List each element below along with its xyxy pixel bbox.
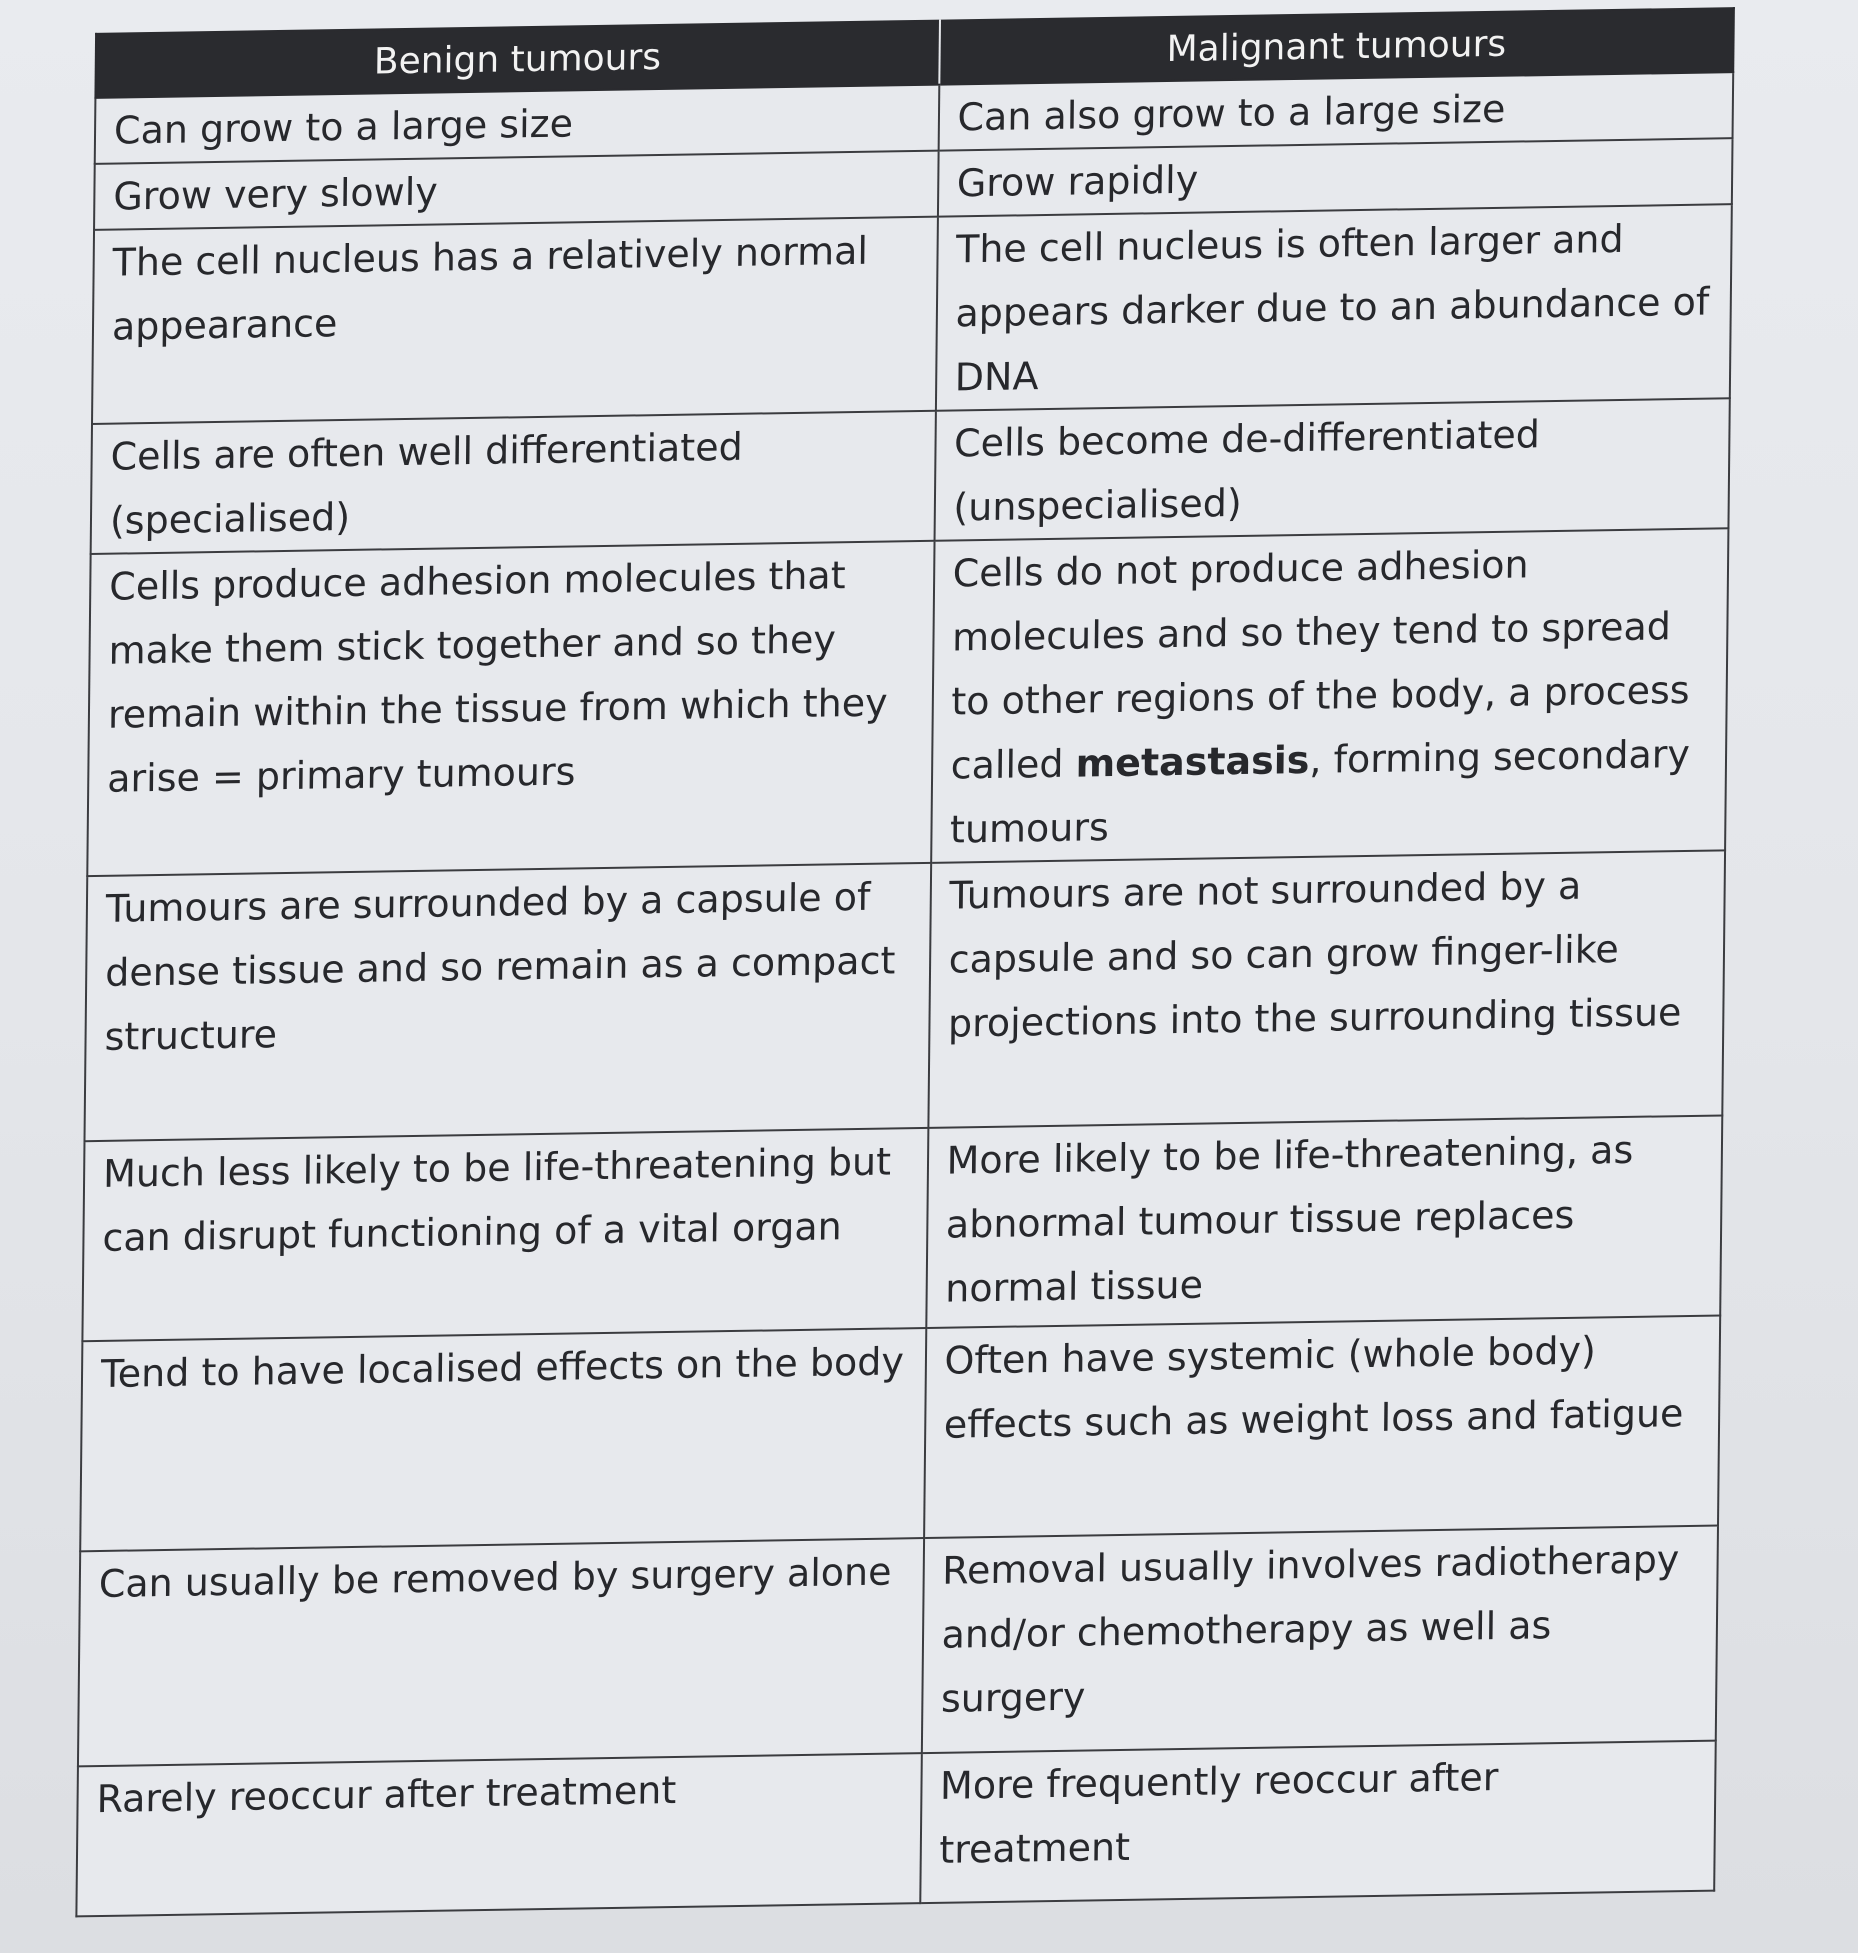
malignant-cell: The cell nucleus is often larger and appears darker due to an abundance of DNA [935, 204, 1731, 411]
tumour-comparison-table-wrapper [75, 7, 1735, 1917]
metastasis-term: metastasis [1075, 737, 1310, 786]
malignant-cell: More frequently reoccur after treatment [920, 1741, 1716, 1904]
table-row [76, 1741, 1715, 1917]
benign-cell: Tend to have localised effects on the body [80, 1328, 926, 1551]
malignant-cell: Can also grow to a large size [938, 72, 1733, 150]
table-row [80, 1316, 1720, 1552]
table-row [82, 1115, 1722, 1341]
malignant-cell: Grow rapidly [937, 138, 1732, 216]
table-row [92, 204, 1732, 424]
benign-cell: Rarely reoccur after treatment [76, 1753, 921, 1916]
malignant-cell: More likely to be life-threatening, as abnormal tumour tissue replaces normal tissue [926, 1115, 1722, 1328]
table-row [87, 528, 1728, 876]
benign-cell: Cells are often well differentiated (specialised) [91, 411, 936, 554]
malignant-text-before: Cells do not produce adhesion molecules and so they tend to spread to other regions of the body, a process called [950, 542, 1690, 788]
benign-cell: Grow very slowly [94, 151, 938, 230]
table-row [91, 398, 1730, 554]
malignant-text-after: , forming secondary tumours [949, 731, 1691, 852]
malignant-cell [931, 528, 1729, 863]
benign-cell: Tumours are surrounded by a capsule of dense tissue and so remain as a compact structure [84, 863, 930, 1141]
benign-cell: The cell nucleus has a relatively normal appearance [92, 217, 937, 424]
header-benign: Benign tumours [95, 21, 939, 98]
malignant-cell: Often have systemic (whole body) effects such as weight loss and fatigue [924, 1316, 1721, 1539]
benign-cell: Cells produce adhesion molecules that make them stick together and so they remain within the tissue from which they arise = primary tumours [87, 541, 934, 876]
table-row [78, 1526, 1718, 1767]
table-row [84, 850, 1725, 1141]
malignant-cell: Removal usually involves radiotherapy and/or chemotherapy as well as surgery [921, 1526, 1718, 1754]
benign-cell: Can grow to a large size [95, 85, 939, 164]
malignant-cell: Tumours are not surrounded by a capsule and so can grow finger-like projections into the surrounding tissue [928, 850, 1725, 1128]
header-malignant: Malignant tumours [939, 8, 1734, 84]
malignant-cell: Cells become de-differentiated (unspecialised) [934, 398, 1730, 541]
benign-cell: Can usually be removed by surgery alone [78, 1538, 924, 1766]
benign-cell: Much less likely to be life-threatening but can disrupt functioning of a vital organ [82, 1128, 928, 1341]
tumour-comparison-table [75, 7, 1735, 1917]
